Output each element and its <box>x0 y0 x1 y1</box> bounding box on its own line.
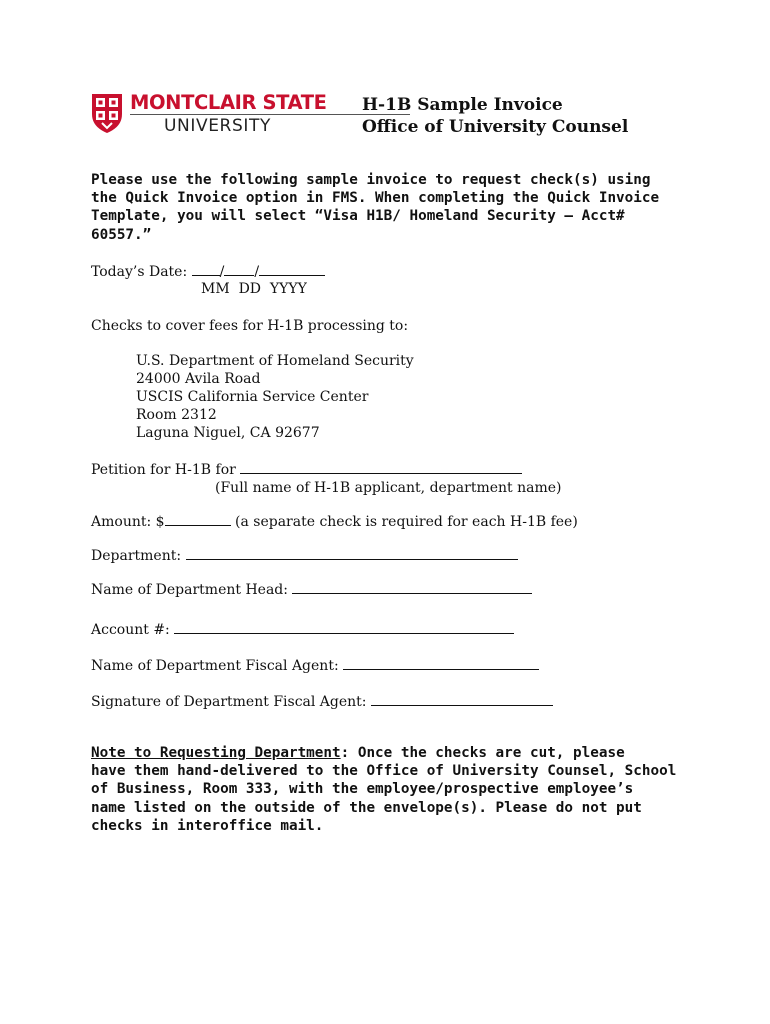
requesting-department-note <box>91 744 691 835</box>
note-line: of Business, Room 333, with the employee/prospective employee’s <box>91 781 634 798</box>
note-line: name listed on the outside of the envelope(s). Please do not put <box>91 799 642 816</box>
signature-row <box>91 692 553 711</box>
checks-label: Checks to cover fees for H-1B processing to: <box>91 318 409 334</box>
address-line: Room 2312 <box>136 407 217 423</box>
university-logo <box>90 92 325 138</box>
address-line: U.S. Department of Homeland Security <box>136 353 414 369</box>
fiscal-agent-label: Name of Department Fiscal Agent: <box>91 658 339 674</box>
intro-line: 60557.” <box>91 226 152 243</box>
date-separator: / <box>219 264 225 280</box>
intro-line: the Quick Invoice option in FMS. When completing the Quick Invoice <box>91 190 660 207</box>
amount-row <box>91 512 578 531</box>
petition-label: Petition for H-1B for <box>91 462 236 478</box>
date-label: Today’s Date: <box>91 264 188 280</box>
date-separator: / <box>254 264 260 280</box>
signature-label: Signature of Department Fiscal Agent: <box>91 694 367 710</box>
note-line: checks in interoffice mail. <box>91 817 324 834</box>
address-line: 24000 Avila Road <box>136 371 261 387</box>
dept-head-field[interactable] <box>292 580 532 594</box>
account-field[interactable] <box>174 620 514 634</box>
note-line: have them hand-delivered to the Office of University Counsel, School <box>91 763 677 780</box>
address-line: Laguna Niguel, CA 92677 <box>136 425 320 441</box>
account-row <box>91 620 514 639</box>
date-year-field[interactable] <box>259 262 325 276</box>
logo-subtitle-text: UNIVERSITY <box>164 116 271 136</box>
university-crest-icon <box>90 92 124 134</box>
intro-line: Template, you will select “Visa H1B/ Homeland Security – Acct# <box>91 208 625 225</box>
document-title <box>362 94 628 138</box>
amount-field[interactable] <box>165 512 231 526</box>
title-line-1: H-1B Sample Invoice <box>362 95 563 115</box>
intro-paragraph <box>91 171 691 244</box>
fiscal-agent-row <box>91 656 539 675</box>
dept-head-label: Name of Department Head: <box>91 582 288 598</box>
account-label: Account #: <box>91 622 170 638</box>
dept-head-row <box>91 580 532 599</box>
title-line-2: Office of University Counsel <box>362 117 629 137</box>
intro-line: Please use the following sample invoice to request check(s) using <box>91 172 651 188</box>
department-row <box>91 546 518 565</box>
date-format-hint: MM DD YYYY <box>201 281 307 297</box>
signature-field[interactable] <box>371 692 553 706</box>
petition-hint: (Full name of H-1B applicant, department name) <box>215 480 562 496</box>
petition-applicant-field[interactable] <box>240 460 522 474</box>
petition-row <box>91 460 522 479</box>
payee-address <box>136 352 414 442</box>
note-heading: Note to Requesting Department <box>91 745 341 761</box>
date-day-field[interactable] <box>224 262 254 276</box>
amount-label: Amount: $ <box>91 514 165 530</box>
address-line: USCIS California Service Center <box>136 389 369 405</box>
date-month-field[interactable] <box>192 262 220 276</box>
department-field[interactable] <box>186 546 518 560</box>
date-row <box>91 262 325 281</box>
amount-note: (a separate check is required for each H-1B fee) <box>235 514 578 530</box>
note-line: : Once the checks are cut, please <box>340 745 625 761</box>
fiscal-agent-field[interactable] <box>343 656 539 670</box>
logo-name-text: MONTCLAIR STATE <box>130 91 327 114</box>
department-label: Department: <box>91 548 182 564</box>
